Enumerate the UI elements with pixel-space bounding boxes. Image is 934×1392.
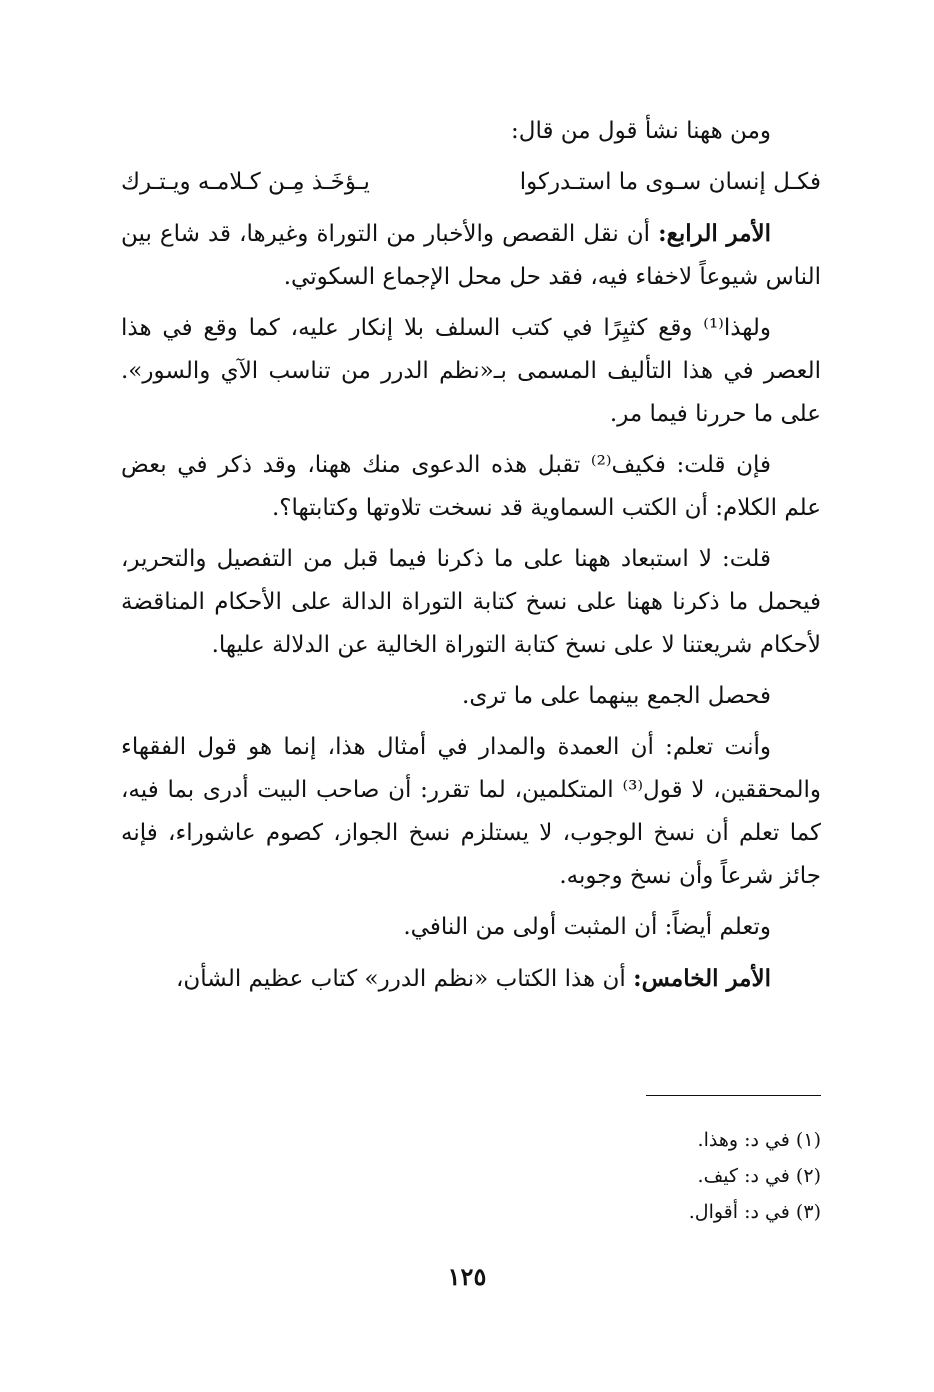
verse-hemistich-right: فكـل إنسان سـوى ما استـدركوا bbox=[519, 169, 821, 195]
paragraph-jurists: وأنت تعلم: أن العمدة والمدار في أمثال هذا، إنما هو قول الفقهاء والمحققين، لا قول⁽³⁾ المتكلمين، لما تقرر: أن صاحب البيت أدرى بما فيه، كما تعلم أن نسخ الوجوب، لا يستلزم نسخ الجواز، كصوم عاشوراء، فإنه جائز شرعاً وأن نسخ وجوبه. bbox=[121, 734, 822, 889]
footnote-2: (٢) في د: كيف. bbox=[697, 1165, 821, 1187]
paragraph-objection: فإن قلت: فكيف⁽²⁾ تقبل هذه الدعوى منك ههنا، وقد ذكر في بعض علم الكلام: أن الكتب السماوية قد نسخت تلاوتها وكتابتها؟. bbox=[121, 452, 821, 521]
footnote-1: (١) في د: وهذا. bbox=[697, 1129, 821, 1151]
main-text bbox=[121, 110, 821, 1009]
page-number: ١٢٥ bbox=[447, 1262, 487, 1291]
paragraph-reply: قلت: لا استبعاد ههنا على ما ذكرنا فيما قبل من التفصيل والتحرير، فيحمل ما ذكرنا ههنا على نسخ كتابة التوراة الدالة على الأحكام المناقضة لأحكام شريعتنا لا على نسخ كتابة التوراة الخالية عن الدلالة عليها. bbox=[121, 546, 821, 658]
footnotes bbox=[421, 1122, 821, 1230]
paragraph-affirmer: وتعلم أيضاً: أن المثبت أولى من النافي. bbox=[403, 914, 771, 940]
verse-hemistich-left: يـؤخَـذ مِـن كـلامـه ويـتـرك bbox=[121, 169, 370, 195]
paragraph-fourth-matter-text: أن نقل القصص والأخبار من التوراة وغيرها، قد شاع بين الناس شيوعاً لاخفاء فيه، فقد حل محل الإجماع السكوتي. bbox=[121, 221, 821, 290]
heading-fifth-matter: الأمر الخامس: bbox=[633, 965, 771, 992]
footnote-divider bbox=[646, 1095, 821, 1096]
paragraph-intro: ومن ههنا نشأ قول من قال: bbox=[511, 118, 771, 144]
paragraph-reconciliation: فحصل الجمع بينهما على ما ترى. bbox=[462, 683, 771, 709]
heading-fourth-matter: الأمر الرابع: bbox=[658, 220, 772, 247]
paragraph-fifth-matter-text: أن هذا الكتاب «نظم الدرر» كتاب عظيم الشأن، bbox=[175, 966, 626, 992]
footnote-3: (٣) في د: أقوال. bbox=[688, 1201, 821, 1223]
paragraph-fifth-matter bbox=[121, 957, 821, 1001]
paragraph-salaf: ولهذا⁽¹⁾ وقع كثيِرًا في كتب السلف بلا إنكار عليه، كما وقع في هذا العصر في هذا التأليف المسمى بـ«نظم الدرر من تناسب الآي والسور». على ما حررنا فيما مر. bbox=[121, 315, 821, 427]
verse-line bbox=[121, 161, 821, 204]
paragraph-fourth-matter bbox=[121, 212, 821, 299]
